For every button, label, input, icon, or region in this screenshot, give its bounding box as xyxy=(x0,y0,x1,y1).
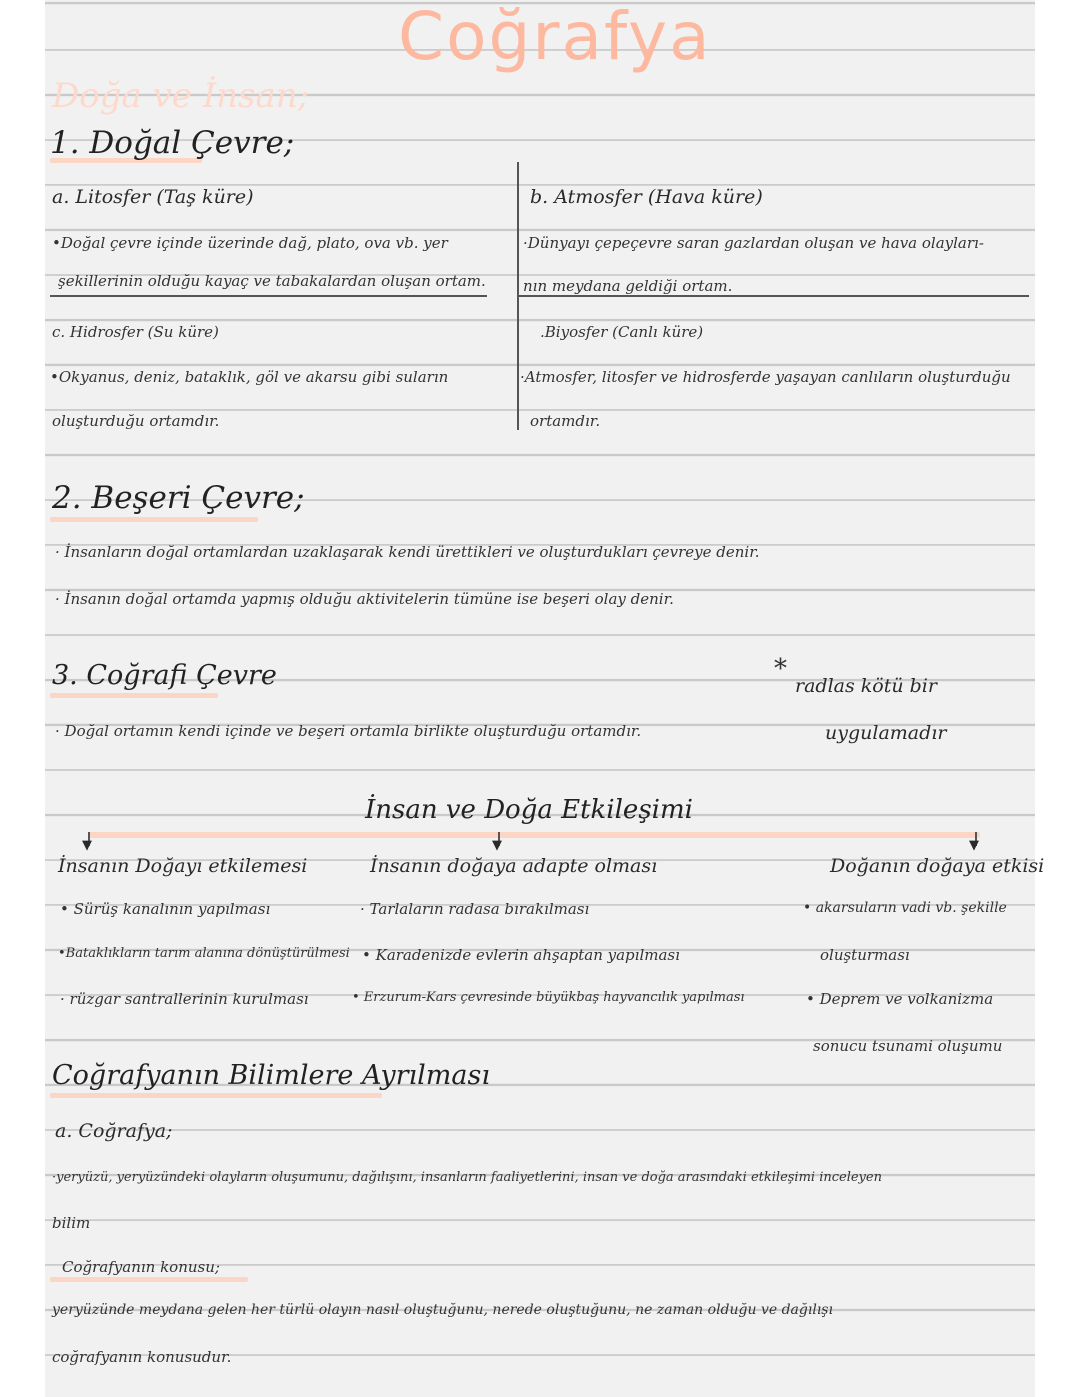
table-divider-horizontal xyxy=(517,295,1029,297)
column-2-item: • Erzurum-Kars çevresinde büyükbaş hayvancılık yapılması xyxy=(352,990,745,1005)
definition-line-1: ·yeryüzü, yeryüzündeki olayların oluşumunu, dağılışını, insanların faaliyetlerini, insan ve doğa arasındaki etkileşimi inceleyen xyxy=(52,1170,882,1185)
litosfer-line-1: •Doğal çevre içinde üzerinde dağ, plato, ova vb. yer xyxy=(52,234,448,252)
biyosfer-line-1: ·Atmosfer, litosfer ve hidrosferde yaşayan canlıların oluşturduğu xyxy=(520,368,1011,386)
note-line-2: uygulamadır xyxy=(825,722,947,744)
column-2-item: • Karadenizde evlerin ahşaptan yapılması xyxy=(362,946,680,964)
topic-line-2: coğrafyanın konusudur. xyxy=(52,1348,232,1366)
column-3-item: oluşturması xyxy=(820,946,910,964)
hidrosfer-line-1: •Okyanus, deniz, bataklık, göl ve akarsu gibi suların xyxy=(50,368,449,386)
column-1-title: İnsanın Doğayı etkilemesi xyxy=(58,855,308,877)
section1-heading: 1. Doğal Çevre; xyxy=(50,125,295,161)
column-3-title: Doğanın doğaya etkisi xyxy=(830,855,1045,877)
column-3-item: • akarsuların vadi vb. şekille xyxy=(803,900,1007,916)
topic-heading: Coğrafyanın konusu; xyxy=(62,1258,220,1276)
column-3-item: sonucu tsunami oluşumu xyxy=(813,1037,1003,1055)
arrow-middle-icon: ▼ xyxy=(492,838,502,853)
note-star-icon: * xyxy=(774,654,787,684)
section3-heading: 3. Coğrafi Çevre xyxy=(52,660,277,691)
column-2-item: · Tarlaların radasa bırakılması xyxy=(360,900,590,918)
column-1-item: · rüzgar santrallerinin kurulması xyxy=(60,990,309,1008)
column-3-item: • Deprem ve volkanizma xyxy=(806,990,994,1008)
notebook-page xyxy=(45,0,1035,1397)
litosfer-underline xyxy=(50,295,487,297)
hidrosfer-title: c. Hidrosfer (Su küre) xyxy=(52,323,219,341)
heading-highlight xyxy=(50,1093,382,1098)
note-line-1: radlas kötü bir xyxy=(795,675,937,697)
interaction-heading: İnsan ve Doğa Etkileşimi xyxy=(365,795,693,825)
atmosfer-line-1: ·Dünyayı çepeçevre saran gazlardan oluşan ve hava olayları- xyxy=(523,234,984,252)
atmosfer-title: b. Atmosfer (Hava küre) xyxy=(530,186,763,208)
heading-highlight xyxy=(50,693,218,698)
beseri-line-1: · İnsanların doğal ortamlardan uzaklaşarak kendi ürettikleri ve oluşturdukları çevreye denir. xyxy=(55,543,760,561)
atmosfer-line-2: nın meydana geldiği ortam. xyxy=(523,277,733,295)
column-1-item: •Bataklıkların tarım alanına dönüştürülmesi xyxy=(58,946,350,961)
page-subtitle: Doğa ve İnsan; xyxy=(52,76,310,116)
biyosfer-line-2: ortamdır. xyxy=(530,412,601,430)
section4-heading: Coğrafyanın Bilimlere Ayrılması xyxy=(52,1060,490,1091)
column-1-item: • Sürüş kanalının yapılması xyxy=(60,900,271,918)
hidrosfer-line-2: oluşturduğu ortamdır. xyxy=(52,412,220,430)
litosfer-title: a. Litosfer (Taş küre) xyxy=(52,186,254,208)
heading-highlight xyxy=(50,517,258,522)
heading-highlight xyxy=(50,1277,248,1282)
topic-line-1: yeryüzünde meydana gelen her türlü olayın nasıl oluştuğunu, nerede oluştuğunu, ne zaman olduğu ve dağılışı xyxy=(52,1302,833,1318)
arrow-right-icon: ▼ xyxy=(969,838,979,853)
interaction-bar xyxy=(88,832,980,838)
arrow-left-icon: ▼ xyxy=(82,838,92,853)
cografya-subheading: a. Coğrafya; xyxy=(55,1120,173,1142)
column-2-title: İnsanın doğaya adapte olması xyxy=(370,855,658,877)
litosfer-line-2: şekillerinin olduğu kayaç ve tabakalardan oluşan ortam. xyxy=(58,272,486,290)
biyosfer-title: .Biyosfer (Canlı küre) xyxy=(540,323,704,341)
cografi-line-1: · Doğal ortamın kendi içinde ve beşeri ortamla birlikte oluşturduğu ortamdır. xyxy=(55,722,642,740)
page-title: Coğrafya xyxy=(398,0,712,75)
definition-line-2: bilim xyxy=(52,1214,91,1232)
beseri-line-2: · İnsanın doğal ortamda yapmış olduğu aktivitelerin tümüne ise beşeri olay denir. xyxy=(55,590,674,608)
section2-heading: 2. Beşeri Çevre; xyxy=(52,480,305,516)
